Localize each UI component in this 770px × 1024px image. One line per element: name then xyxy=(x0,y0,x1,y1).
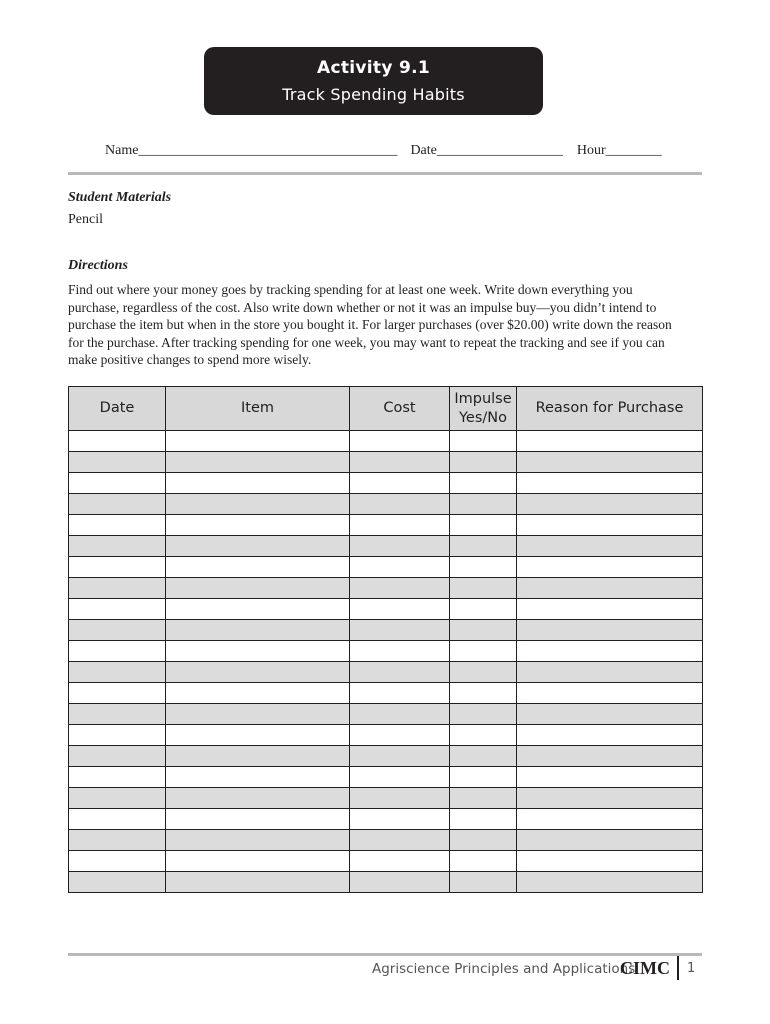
reason-cell[interactable] xyxy=(517,557,703,578)
impulse-cell[interactable] xyxy=(450,536,517,557)
reason-cell[interactable] xyxy=(517,431,703,452)
footer-book-title: Agriscience Principles and Applications xyxy=(372,961,636,977)
impulse-cell[interactable] xyxy=(450,683,517,704)
table-row xyxy=(69,851,703,872)
impulse-cell[interactable] xyxy=(450,494,517,515)
impulse-cell[interactable] xyxy=(450,767,517,788)
cost-cell[interactable] xyxy=(350,809,450,830)
cost-cell[interactable] xyxy=(350,683,450,704)
table-row xyxy=(69,620,703,641)
item-cell[interactable] xyxy=(166,872,350,893)
cost-cell[interactable] xyxy=(350,767,450,788)
cost-cell[interactable] xyxy=(350,473,450,494)
reason-cell[interactable] xyxy=(517,452,703,473)
top-divider xyxy=(68,172,702,175)
date-cell[interactable] xyxy=(69,578,166,599)
date-cell[interactable] xyxy=(69,788,166,809)
spending-table xyxy=(68,386,703,893)
table-row xyxy=(69,599,703,620)
date-cell[interactable] xyxy=(69,599,166,620)
table-row xyxy=(69,830,703,851)
item-cell[interactable] xyxy=(166,620,350,641)
reason-cell[interactable] xyxy=(517,536,703,557)
impulse-cell[interactable] xyxy=(450,704,517,725)
name-field[interactable]: Name_____________________________________ xyxy=(105,143,398,158)
impulse-cell[interactable] xyxy=(450,431,517,452)
table-row xyxy=(69,704,703,725)
directions-heading: Directions xyxy=(68,258,128,273)
cost-cell[interactable] xyxy=(350,872,450,893)
item-cell[interactable] xyxy=(166,578,350,599)
table-row xyxy=(69,809,703,830)
item-cell[interactable] xyxy=(166,641,350,662)
date-cell[interactable] xyxy=(69,620,166,641)
table-row xyxy=(69,683,703,704)
table-row xyxy=(69,557,703,578)
cost-cell[interactable] xyxy=(350,725,450,746)
cost-cell[interactable] xyxy=(350,620,450,641)
item-cell[interactable] xyxy=(166,788,350,809)
impulse-cell[interactable] xyxy=(450,599,517,620)
impulse-cell[interactable] xyxy=(450,452,517,473)
materials-heading: Student Materials xyxy=(68,190,172,205)
directions-line: purchase, regardless of the cost. Also write down whether or not it was an impulse buy—you didn’t intend to xyxy=(68,299,657,315)
date-cell[interactable] xyxy=(69,452,166,473)
col-header-cost: Cost xyxy=(350,387,450,431)
item-cell[interactable] xyxy=(166,599,350,620)
table-row xyxy=(69,494,703,515)
date-cell[interactable] xyxy=(69,746,166,767)
cost-cell[interactable] xyxy=(350,536,450,557)
table-row xyxy=(69,788,703,809)
item-cell[interactable] xyxy=(166,809,350,830)
table-row xyxy=(69,578,703,599)
impulse-cell[interactable] xyxy=(450,620,517,641)
cost-cell[interactable] xyxy=(350,578,450,599)
footer-brand-logo: CIMC xyxy=(620,958,670,978)
item-cell[interactable] xyxy=(166,515,350,536)
cost-cell[interactable] xyxy=(350,494,450,515)
table-row xyxy=(69,641,703,662)
item-cell[interactable] xyxy=(166,830,350,851)
impulse-cell[interactable] xyxy=(450,746,517,767)
impulse-cell[interactable] xyxy=(450,851,517,872)
item-cell[interactable] xyxy=(166,683,350,704)
directions-text xyxy=(68,281,702,369)
reason-cell[interactable] xyxy=(517,515,703,536)
yes-no-label: Yes/No xyxy=(458,409,507,426)
impulse-cell[interactable] xyxy=(450,473,517,494)
item-cell[interactable] xyxy=(166,704,350,725)
reason-cell[interactable] xyxy=(517,851,703,872)
table-row xyxy=(69,767,703,788)
cost-cell[interactable] xyxy=(350,641,450,662)
item-cell[interactable] xyxy=(166,851,350,872)
cost-cell[interactable] xyxy=(350,431,450,452)
page-number: 1 xyxy=(687,961,696,976)
directions-line: for the purchase. After tracking spending for one week, you may want to repeat the tracking and see if you can xyxy=(68,334,665,350)
impulse-cell[interactable] xyxy=(450,725,517,746)
date-field[interactable]: Date__________________ xyxy=(410,143,563,158)
impulse-cell[interactable] xyxy=(450,788,517,809)
impulse-cell[interactable] xyxy=(450,641,517,662)
date-cell[interactable] xyxy=(69,536,166,557)
date-cell[interactable] xyxy=(69,872,166,893)
item-cell[interactable] xyxy=(166,725,350,746)
item-cell[interactable] xyxy=(166,473,350,494)
reason-cell[interactable] xyxy=(517,788,703,809)
cost-cell[interactable] xyxy=(350,557,450,578)
reason-cell[interactable] xyxy=(517,872,703,893)
bottom-divider xyxy=(68,953,702,956)
date-cell[interactable] xyxy=(69,662,166,683)
reason-cell[interactable] xyxy=(517,683,703,704)
date-cell[interactable] xyxy=(69,725,166,746)
impulse-cell[interactable] xyxy=(450,578,517,599)
date-cell[interactable] xyxy=(69,515,166,536)
impulse-cell[interactable] xyxy=(450,557,517,578)
col-header-impulse xyxy=(450,387,517,431)
date-cell[interactable] xyxy=(69,494,166,515)
date-cell[interactable] xyxy=(69,704,166,725)
cost-cell[interactable] xyxy=(350,662,450,683)
table-row xyxy=(69,515,703,536)
cost-cell[interactable] xyxy=(350,452,450,473)
date-cell[interactable] xyxy=(69,641,166,662)
cost-cell[interactable] xyxy=(350,788,450,809)
date-cell[interactable] xyxy=(69,809,166,830)
directions-line: purchase the item but when in the store you bought it. For larger purchases (over $20.00) write down the reason xyxy=(68,317,672,332)
table-row xyxy=(69,473,703,494)
cost-cell[interactable] xyxy=(350,704,450,725)
item-cell[interactable] xyxy=(166,431,350,452)
impulse-label: Impulse xyxy=(454,390,512,407)
hour-field[interactable]: Hour________ xyxy=(576,143,662,158)
reason-cell[interactable] xyxy=(517,662,703,683)
reason-cell[interactable] xyxy=(517,830,703,851)
reason-cell[interactable] xyxy=(517,704,703,725)
date-cell[interactable] xyxy=(69,767,166,788)
date-cell[interactable] xyxy=(69,851,166,872)
cost-cell[interactable] xyxy=(350,599,450,620)
impulse-cell[interactable] xyxy=(450,515,517,536)
impulse-cell[interactable] xyxy=(450,662,517,683)
cost-cell[interactable] xyxy=(350,515,450,536)
activity-number: Activity 9.1 xyxy=(317,58,430,78)
date-cell[interactable] xyxy=(69,473,166,494)
impulse-cell[interactable] xyxy=(450,872,517,893)
cost-cell[interactable] xyxy=(350,851,450,872)
reason-cell[interactable] xyxy=(517,746,703,767)
date-cell[interactable] xyxy=(69,557,166,578)
reason-cell[interactable] xyxy=(517,620,703,641)
reason-cell[interactable] xyxy=(517,599,703,620)
table-row xyxy=(69,536,703,557)
item-cell[interactable] xyxy=(166,662,350,683)
date-cell[interactable] xyxy=(69,683,166,704)
table-row xyxy=(69,662,703,683)
table-row xyxy=(69,872,703,893)
student-info-fields xyxy=(105,143,662,159)
impulse-cell[interactable] xyxy=(450,809,517,830)
item-cell[interactable] xyxy=(166,452,350,473)
reason-cell[interactable] xyxy=(517,767,703,788)
directions-line: make positive changes to spend more wisely. xyxy=(68,352,312,367)
cost-cell[interactable] xyxy=(350,830,450,851)
item-cell[interactable] xyxy=(166,746,350,767)
date-cell[interactable] xyxy=(69,830,166,851)
item-cell[interactable] xyxy=(166,767,350,788)
activity-title-box xyxy=(204,47,543,115)
reason-cell[interactable] xyxy=(517,473,703,494)
col-header-date: Date xyxy=(69,387,166,431)
table-header-row xyxy=(69,387,703,431)
impulse-cell[interactable] xyxy=(450,830,517,851)
date-cell[interactable] xyxy=(69,431,166,452)
table-row xyxy=(69,746,703,767)
reason-cell[interactable] xyxy=(517,725,703,746)
directions-line: Find out where your money goes by tracking spending for at least one week. Write down everything you xyxy=(68,282,633,297)
cost-cell[interactable] xyxy=(350,746,450,767)
reason-cell[interactable] xyxy=(517,578,703,599)
reason-cell[interactable] xyxy=(517,641,703,662)
footer-separator xyxy=(677,956,679,980)
activity-title: Track Spending Habits xyxy=(282,85,465,104)
table-row xyxy=(69,431,703,452)
col-header-reason: Reason for Purchase xyxy=(517,387,703,431)
reason-cell[interactable] xyxy=(517,809,703,830)
reason-cell[interactable] xyxy=(517,494,703,515)
table-row xyxy=(69,725,703,746)
col-header-item: Item xyxy=(166,387,350,431)
item-cell[interactable] xyxy=(166,557,350,578)
item-cell[interactable] xyxy=(166,536,350,557)
table-row xyxy=(69,452,703,473)
item-cell[interactable] xyxy=(166,494,350,515)
materials-item: Pencil xyxy=(68,212,103,227)
